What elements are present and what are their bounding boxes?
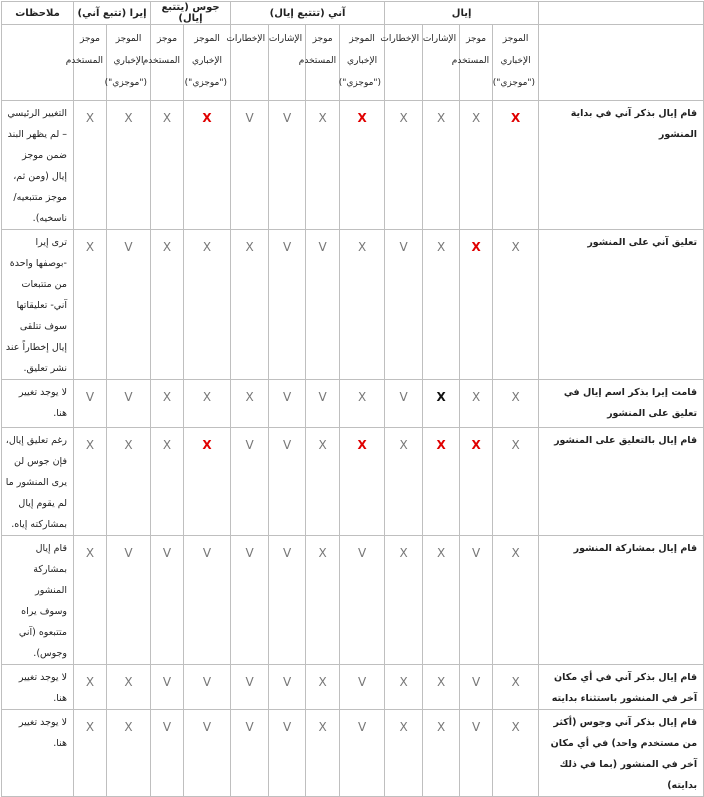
note-cell: ترى إيرا -بوصفها واحدة من متتبعات آني- تعليقاتها سوف تتلقى إيال إخطاراً عند نشر تعليق.	[2, 230, 74, 380]
status-cell	[107, 101, 151, 230]
status-cell	[340, 230, 385, 380]
status-cell	[151, 710, 184, 797]
cross-mark: X	[357, 240, 367, 254]
cross-mark: X	[245, 240, 254, 254]
status-cell	[460, 710, 493, 797]
subheader-news-feed: الموجز الإخباري ("موجزي")	[493, 25, 539, 101]
scenario-cell: قام إيال بذكر آني في بداية المنشور	[539, 101, 704, 230]
note-cell: رغم تعليق إيال، فإن جوس لن يرى المنشور ما لم يقوم إيال بمشاركته إياه.	[2, 428, 74, 536]
status-cell	[460, 428, 493, 536]
table-row	[2, 710, 704, 797]
blank-subheader-cell	[539, 25, 704, 101]
cross-mark: X	[124, 438, 133, 452]
cross-mark: X	[399, 675, 408, 689]
status-cell	[269, 665, 306, 710]
cross-mark: X	[318, 546, 327, 560]
table-row	[2, 428, 704, 536]
subheader-alerts: الإخطارات	[385, 25, 423, 101]
subheader-news-feed: الموجز الإخباري ("موجزي")	[184, 25, 231, 101]
status-cell	[184, 536, 231, 665]
check-mark: V	[202, 675, 212, 689]
table-row	[2, 230, 704, 380]
status-cell	[74, 536, 107, 665]
status-cell	[74, 710, 107, 797]
check-mark: V	[318, 390, 327, 404]
status-cell	[306, 536, 340, 665]
status-cell	[184, 428, 231, 536]
check-mark: V	[399, 240, 408, 254]
cross-mark: X	[471, 111, 481, 125]
status-cell	[385, 710, 423, 797]
cross-mark: X	[436, 111, 446, 125]
status-cell	[231, 380, 269, 428]
posting-matrix-table	[1, 1, 704, 797]
subheader-user-feed: موجز المستخدم	[306, 25, 340, 101]
status-cell	[460, 380, 493, 428]
check-mark: V	[124, 390, 133, 404]
status-cell	[385, 230, 423, 380]
cross-mark: X	[357, 390, 367, 404]
cross-mark: X	[124, 720, 133, 734]
status-cell	[340, 710, 385, 797]
cross-mark: X	[511, 720, 520, 734]
status-cell	[340, 536, 385, 665]
status-cell	[306, 101, 340, 230]
check-mark: V	[85, 390, 95, 404]
subheader-mentions: الإشارات	[423, 25, 460, 101]
status-cell	[184, 230, 231, 380]
cross-mark: X	[318, 438, 327, 452]
note-cell: لا يوجد تغيير هنا.	[2, 710, 74, 797]
status-cell	[306, 380, 340, 428]
cross-mark: X	[202, 390, 212, 404]
check-mark: V	[471, 675, 481, 689]
table-body	[2, 101, 704, 797]
status-cell	[306, 230, 340, 380]
status-cell	[385, 380, 423, 428]
status-cell	[151, 230, 184, 380]
check-mark: V	[471, 720, 481, 734]
subheader-user-feed: موجز المستخدم	[74, 25, 107, 101]
check-mark: V	[357, 720, 367, 734]
subheader-mentions: الإشارات	[269, 25, 306, 101]
subheader-row	[2, 25, 704, 101]
status-cell	[231, 101, 269, 230]
cross-mark: X	[436, 720, 446, 734]
status-cell	[269, 428, 306, 536]
status-cell	[231, 230, 269, 380]
header-ani: آني (تتتبع إيال)	[231, 2, 385, 25]
cross-mark: X	[162, 438, 172, 452]
status-cell	[107, 380, 151, 428]
status-cell	[151, 428, 184, 536]
status-cell	[493, 230, 539, 380]
status-cell	[269, 380, 306, 428]
scenario-cell: قامت إيرا بذكر اسم إيال في تعليق على المنشور	[539, 380, 704, 428]
status-cell	[493, 710, 539, 797]
cross-mark: X	[399, 438, 408, 452]
status-cell	[269, 710, 306, 797]
check-mark: V	[399, 390, 408, 404]
subheader-user-feed: موجز المستخدم	[460, 25, 493, 101]
status-cell	[385, 101, 423, 230]
status-cell	[74, 428, 107, 536]
status-cell	[306, 665, 340, 710]
cross-mark: X	[202, 438, 212, 452]
cross-mark: X	[436, 546, 446, 560]
check-mark: V	[202, 546, 212, 560]
cross-mark: X	[471, 438, 481, 452]
cross-mark: X	[85, 438, 95, 452]
scenario-cell: قام إيال بذكر آني وجوس (أكثر من مستخدم واحد) في أي مكان آخر في المنشور (بما في ذلك بدايته)	[539, 710, 704, 797]
group-header-row	[2, 2, 704, 25]
status-cell	[184, 380, 231, 428]
cross-mark: X	[318, 111, 327, 125]
status-cell	[460, 536, 493, 665]
check-mark: V	[282, 675, 292, 689]
cross-mark: X	[510, 111, 521, 125]
cross-mark: X	[162, 240, 172, 254]
check-mark: V	[282, 438, 292, 452]
scenario-cell: قام إيال بذكر آني في أي مكان آخر في المنشور باستثناء بدايته	[539, 665, 704, 710]
status-cell	[231, 428, 269, 536]
status-cell	[460, 665, 493, 710]
cross-mark: X	[511, 546, 520, 560]
status-cell	[423, 428, 460, 536]
status-cell	[423, 536, 460, 665]
subheader-news-feed: الموجز الإخباري ("موجزي")	[340, 25, 385, 101]
note-cell: التغيير الرئيسي – لم يظهر البند ضمن موجز إيال (ومن ثم، موجز متتبعيه/ ناسخيه).	[2, 101, 74, 230]
check-mark: V	[245, 546, 254, 560]
note-cell: لا يوجد تغيير هنا.	[2, 665, 74, 710]
cross-mark: X	[357, 438, 367, 452]
cross-mark: X	[85, 240, 95, 254]
check-mark: V	[162, 546, 172, 560]
note-cell: قام إيال بمشاركة المنشور وسوف يراه متتبعوه (آني وجوس).	[2, 536, 74, 665]
cross-mark: X	[124, 111, 133, 125]
check-mark: V	[282, 111, 292, 125]
cross-mark: X	[318, 675, 327, 689]
cross-mark: X	[162, 390, 172, 404]
cross-mark: X	[511, 675, 520, 689]
cross-mark: X	[511, 438, 520, 452]
status-cell	[269, 230, 306, 380]
status-cell	[151, 380, 184, 428]
status-cell	[340, 665, 385, 710]
status-cell	[107, 710, 151, 797]
status-cell	[151, 665, 184, 710]
cross-mark: X	[85, 546, 95, 560]
check-mark: V	[124, 240, 133, 254]
status-cell	[493, 101, 539, 230]
status-cell	[423, 101, 460, 230]
status-cell	[460, 101, 493, 230]
check-mark: V	[318, 240, 327, 254]
check-mark: V	[245, 675, 254, 689]
cross-mark: X	[436, 390, 446, 404]
check-mark: V	[245, 438, 254, 452]
status-cell	[385, 428, 423, 536]
status-cell	[493, 536, 539, 665]
status-cell	[269, 101, 306, 230]
check-mark: V	[282, 390, 292, 404]
status-cell	[493, 380, 539, 428]
status-cell	[493, 665, 539, 710]
cross-mark: X	[318, 720, 327, 734]
status-cell	[184, 710, 231, 797]
header-notes: ملاحظات	[2, 2, 74, 25]
status-cell	[385, 536, 423, 665]
status-cell	[340, 380, 385, 428]
status-cell	[385, 665, 423, 710]
cross-mark: X	[399, 111, 408, 125]
header-ilia: إيال	[385, 2, 539, 25]
table-row	[2, 101, 704, 230]
cross-mark: X	[471, 390, 481, 404]
scenario-cell: تعليق آني على المنشور	[539, 230, 704, 380]
table-row	[2, 665, 704, 710]
cross-mark: X	[399, 720, 408, 734]
blank-header-cell	[539, 2, 704, 25]
subheader-alerts: الإخطارات	[231, 25, 269, 101]
cross-mark: X	[202, 240, 212, 254]
check-mark: V	[162, 675, 172, 689]
cross-mark: X	[85, 675, 95, 689]
status-cell	[306, 710, 340, 797]
status-cell	[231, 710, 269, 797]
status-cell	[74, 101, 107, 230]
check-mark: V	[124, 546, 133, 560]
check-mark: V	[245, 111, 254, 125]
status-cell	[423, 230, 460, 380]
status-cell	[460, 230, 493, 380]
status-cell	[231, 536, 269, 665]
status-cell	[340, 101, 385, 230]
status-cell	[423, 710, 460, 797]
status-cell	[74, 380, 107, 428]
check-mark: V	[282, 720, 292, 734]
status-cell	[423, 380, 460, 428]
check-mark: V	[357, 546, 367, 560]
status-cell	[151, 536, 184, 665]
status-cell	[493, 428, 539, 536]
status-cell	[107, 665, 151, 710]
note-cell: لا يوجد تغيير هنا.	[2, 380, 74, 428]
header-jus: جوس (يتتبع إيال)	[151, 2, 231, 25]
header-ira: إيرا (تتبع آني)	[74, 2, 151, 25]
cross-mark: X	[436, 240, 446, 254]
status-cell	[107, 428, 151, 536]
status-cell	[151, 101, 184, 230]
check-mark: V	[162, 720, 172, 734]
status-cell	[184, 101, 231, 230]
blank-subheader-cell	[2, 25, 74, 101]
check-mark: V	[357, 675, 367, 689]
table-row	[2, 536, 704, 665]
cross-mark: X	[85, 720, 95, 734]
status-cell	[423, 665, 460, 710]
status-cell	[74, 665, 107, 710]
table-row	[2, 380, 704, 428]
status-cell	[74, 230, 107, 380]
cross-mark: X	[471, 240, 481, 254]
cross-mark: X	[511, 240, 520, 254]
scenario-cell: قام إيال بالتعليق على المنشور	[539, 428, 704, 536]
check-mark: V	[282, 546, 292, 560]
status-cell	[269, 536, 306, 665]
scenario-cell: قام إيال بمشاركة المنشور	[539, 536, 704, 665]
check-mark: V	[282, 240, 292, 254]
subheader-news-feed: الموجز الإخباري ("موجزي")	[107, 25, 151, 101]
cross-mark: X	[162, 111, 172, 125]
subheader-user-feed: موجز المستخدم	[151, 25, 184, 101]
cross-mark: X	[399, 546, 408, 560]
check-mark: V	[471, 546, 481, 560]
status-cell	[107, 230, 151, 380]
cross-mark: X	[202, 111, 212, 125]
check-mark: V	[202, 720, 212, 734]
status-cell	[231, 665, 269, 710]
cross-mark: X	[124, 675, 133, 689]
status-cell	[306, 428, 340, 536]
cross-mark: X	[357, 111, 367, 125]
cross-mark: X	[511, 390, 520, 404]
status-cell	[184, 665, 231, 710]
status-cell	[107, 536, 151, 665]
cross-mark: X	[436, 438, 446, 452]
cross-mark: X	[245, 390, 254, 404]
cross-mark: X	[436, 675, 446, 689]
cross-mark: X	[85, 111, 95, 125]
status-cell	[340, 428, 385, 536]
check-mark: V	[245, 720, 254, 734]
